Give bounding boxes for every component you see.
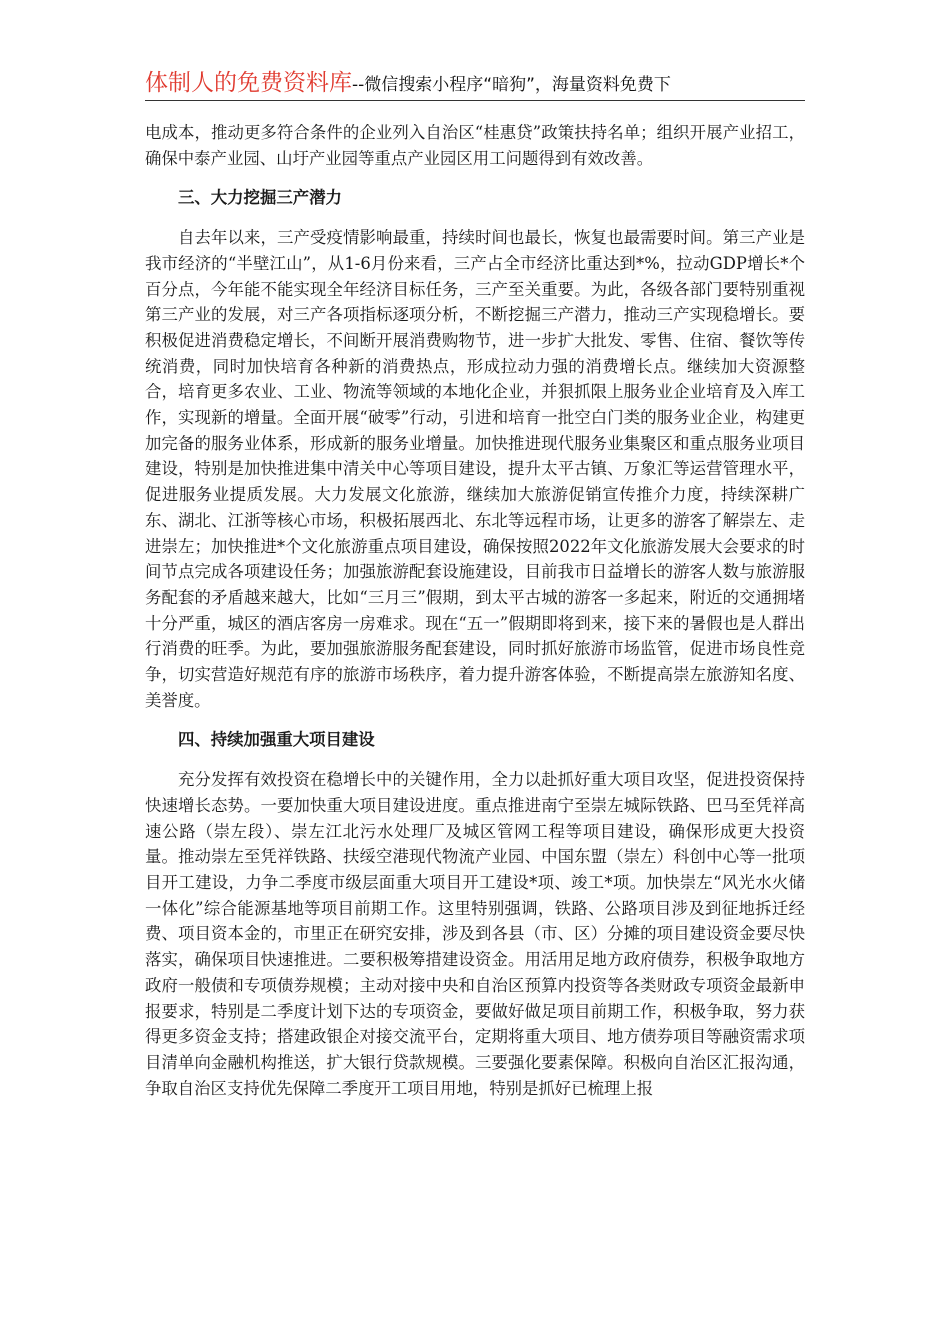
paragraph-intro: 电成本，推动更多符合条件的企业列入自治区“桂惠贷”政策扶持名单；组织开展产业招工，确保中泰产业园、山圩产业园等重点产业园区用工问题得到有效改善。 [145, 123, 805, 168]
section-heading-4: 四、持续加强重大项目建设 [178, 730, 375, 750]
document-body [145, 120, 805, 1101]
section-heading-3: 三、大力挖掘三产潜力 [178, 188, 342, 208]
paragraph-section-4: 充分发挥有效投资在稳增长中的关键作用，全力以赴抓好重大项目攻坚，促进投资保持快速增长态势。一要加快重大项目建设进度。重点推进南宁至崇左城际铁路、巴马至凭祥高速公路（崇左段）、崇左江北污水处理厂及城区管网工程等项目建设，确保形成更大投资量。推动崇左至凭祥铁路、扶绥空港现代物流产业园、中国东盟（崇左）科创中心等一批项目开工建设，力争二季度市级层面重大项目开工建设*项、竣工*项。加快崇左“风光水火储一体化”综合能源基地等项目前期工作。这里特别强调，铁路、公路项目涉及到征地拆迁经费、项目资本金的，市里正在研究安排，涉及到各县（市、区）分摊的项目建设资金要尽快落实，确保项目快速推进。二要积极筹措建设资金。用活用足地方政府债券，积极争取地方政府一般债和专项债券规模；主动对接中央和自治区预算内投资等各类财政专项资金最新申报要求，特别是二季度计划下达的专项资金，要做好做足项目前期工作，积极争取，努力获得更多资金支持；搭建政银企对接交流平台，定期将重大项目、地方债券项目等融资需求项目清单向金融机构推送，扩大银行贷款规模。三要强化要素保障。积极向自治区汇报沟通，争取自治区支持优先保障二季度开工项目用地，特别是抓好已梳理上报 [145, 770, 805, 1098]
header-subtitle: --微信搜索小程序“暗狗”，海量资料免费下 [352, 75, 671, 95]
paragraph-section-3: 自去年以来，三产受疫情影响最重，持续时间也最长，恢复也最需要时间。第三产业是我市经济的“半壁江山”，从1-6月份来看，三产占全市经济比重达到*%，拉动GDP增长*个百分点，今年能不能实现全年经济目标任务，三产至关重要。为此，各级各部门要特别重视第三产业的发展，对三产各项指标逐项分析，不断挖掘三产潜力，推动三产实现稳增长。要积极促进消费稳定增长，不间断开展消费购物节，进一步扩大批发、零售、住宿、餐饮等传统消费，同时加快培育各种新的消费热点，形成拉动力强的消费增长点。继续加大资源整合，培育更多农业、工业、物流等领域的本地化企业，并狠抓限上服务业企业培育及入库工作，实现新的增量。全面开展“破零”行动，引进和培育一批空白门类的服务业企业，构建更加完备的服务业体系，形成新的服务业增量。加快推进现代服务业集聚区和重点服务业项目建设，特别是加快推进集中清关中心等项目建设，提升太平古镇、万象汇等运营管理水平，促进服务业提质发展。大力发展文化旅游，继续加大旅游促销宣传推介力度，持续深耕广东、湖北、江浙等核心市场，积极拓展西北、东北等远程市场，让更多的游客了解崇左、走进崇左；加快推进*个文化旅游重点项目建设，确保按照2022年文化旅游发展大会要求的时间节点完成各项建设任务；加强旅游配套设施建设，目前我市日益增长的游客人数与旅游服务配套的矛盾越来越大，比如“三月三”假期，到太平古城的游客一多起来，附近的交通拥堵十分严重，城区的酒店客房一房难求。现在“五一”假期即将到来，接下来的暑假也是人群出行消费的旺季。为此，要加强旅游服务配套建设，同时抓好旅游市场监管，促进市场良性竞争，切实营造好规范有序的旅游市场秩序，着力提升游客体验，不断提高崇左旅游知名度、美誉度。 [145, 228, 805, 710]
header-brand: 体制人的免费资料库 [145, 70, 352, 96]
page-header [145, 64, 805, 101]
